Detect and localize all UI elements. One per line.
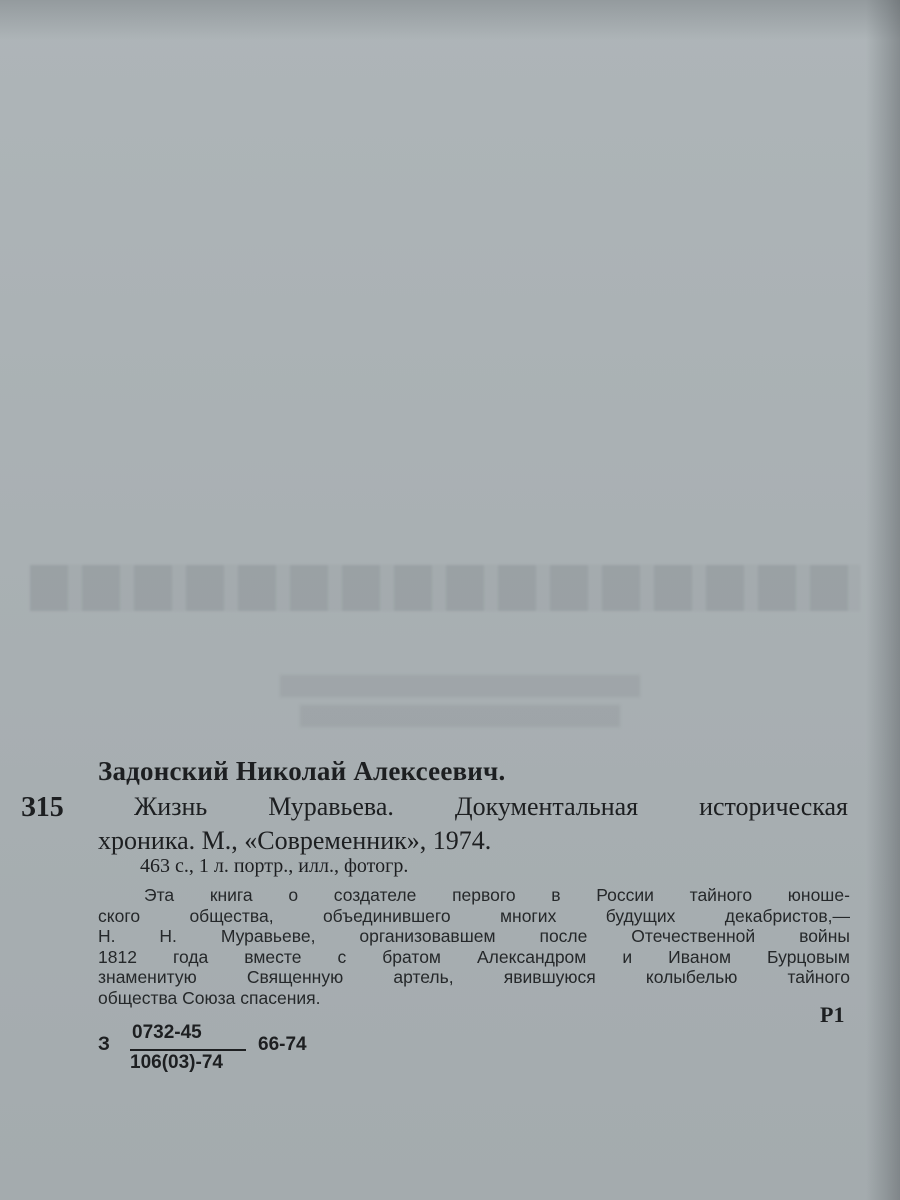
annotation-word: России [596,885,654,905]
title-line-2: хроника. М., «Современник», 1974. [98,826,492,855]
annotation-word: после [539,926,588,947]
annotation-word: многих [500,905,557,926]
annotation-word: общества, [189,905,274,926]
annotation-word: Муравьеве, [220,926,316,947]
annotation-word: создателе [333,885,417,905]
annotation-word: тайного [689,885,753,905]
annotation-word: о [288,885,299,905]
title-word: Документальная [454,792,639,821]
annotation-word: с [337,946,347,967]
index-code: Р1 [820,1002,845,1027]
code-letter: З [98,1034,110,1055]
annotation-line [98,967,850,988]
annotation-word: года [172,946,209,967]
title-block [98,790,848,858]
annotation-word: юноше- [787,885,850,905]
annotation-word: Эта [144,885,175,905]
annotation [98,885,850,1009]
title-word: историческая [699,792,848,821]
classification-code: З15 [21,792,64,823]
annotation-word: артель, [393,967,454,988]
author-heading: Задонский Николай Алексеевич. [98,756,506,786]
annotation-word: войны [799,926,850,947]
annotation-word: будущих [605,905,676,926]
annotation-word: первого [452,885,516,905]
title-line-1 [98,790,848,824]
annotation-line [98,926,850,947]
annotation-word: Н. [159,926,177,947]
annotation-word: организовавшем [359,926,496,947]
annotation-word: декабристов,— [724,905,850,926]
annotation-word: Александром [477,946,587,967]
annotation-line [98,988,850,1009]
annotation-word: братом [382,946,441,967]
annotation-word: Бурцовым [767,946,850,967]
annotation-word: тайного [787,967,850,988]
annotation-word: Отечественной [631,926,756,947]
annotation-word: и [622,946,633,967]
annotation-word: знаменитую [98,967,197,988]
annotation-word: ского [98,905,141,926]
annotation-word: Н. [98,926,116,947]
annotation-word: колыбелью [645,967,738,988]
annotation-word: объединившего [322,905,451,926]
annotation-word: 1812 [98,946,137,967]
annotation-word: Иваном [668,946,732,967]
annotation-word: книга [209,885,253,905]
annotation-line [98,906,850,927]
physical-description: 463 с., 1 л. портр., илл., фотогр. [140,855,409,877]
title-word: Жизнь [134,792,208,821]
annotation-word: вместе [244,946,302,967]
code-tail: 66-74 [258,1034,307,1055]
code-denominator: 106(03)-74 [130,1052,223,1073]
annotation-word: в [551,885,561,905]
annotation-line [98,885,850,906]
code-numerator: 0732-45 [132,1022,202,1043]
annotation-line [98,947,850,968]
fraction-bar [130,1049,246,1051]
annotation-word: общества Союза спасения. [98,987,321,1008]
annotation-word: Священную [246,967,344,988]
title-word: Муравьева. [268,792,394,821]
annotation-word: явившуюся [503,967,596,988]
